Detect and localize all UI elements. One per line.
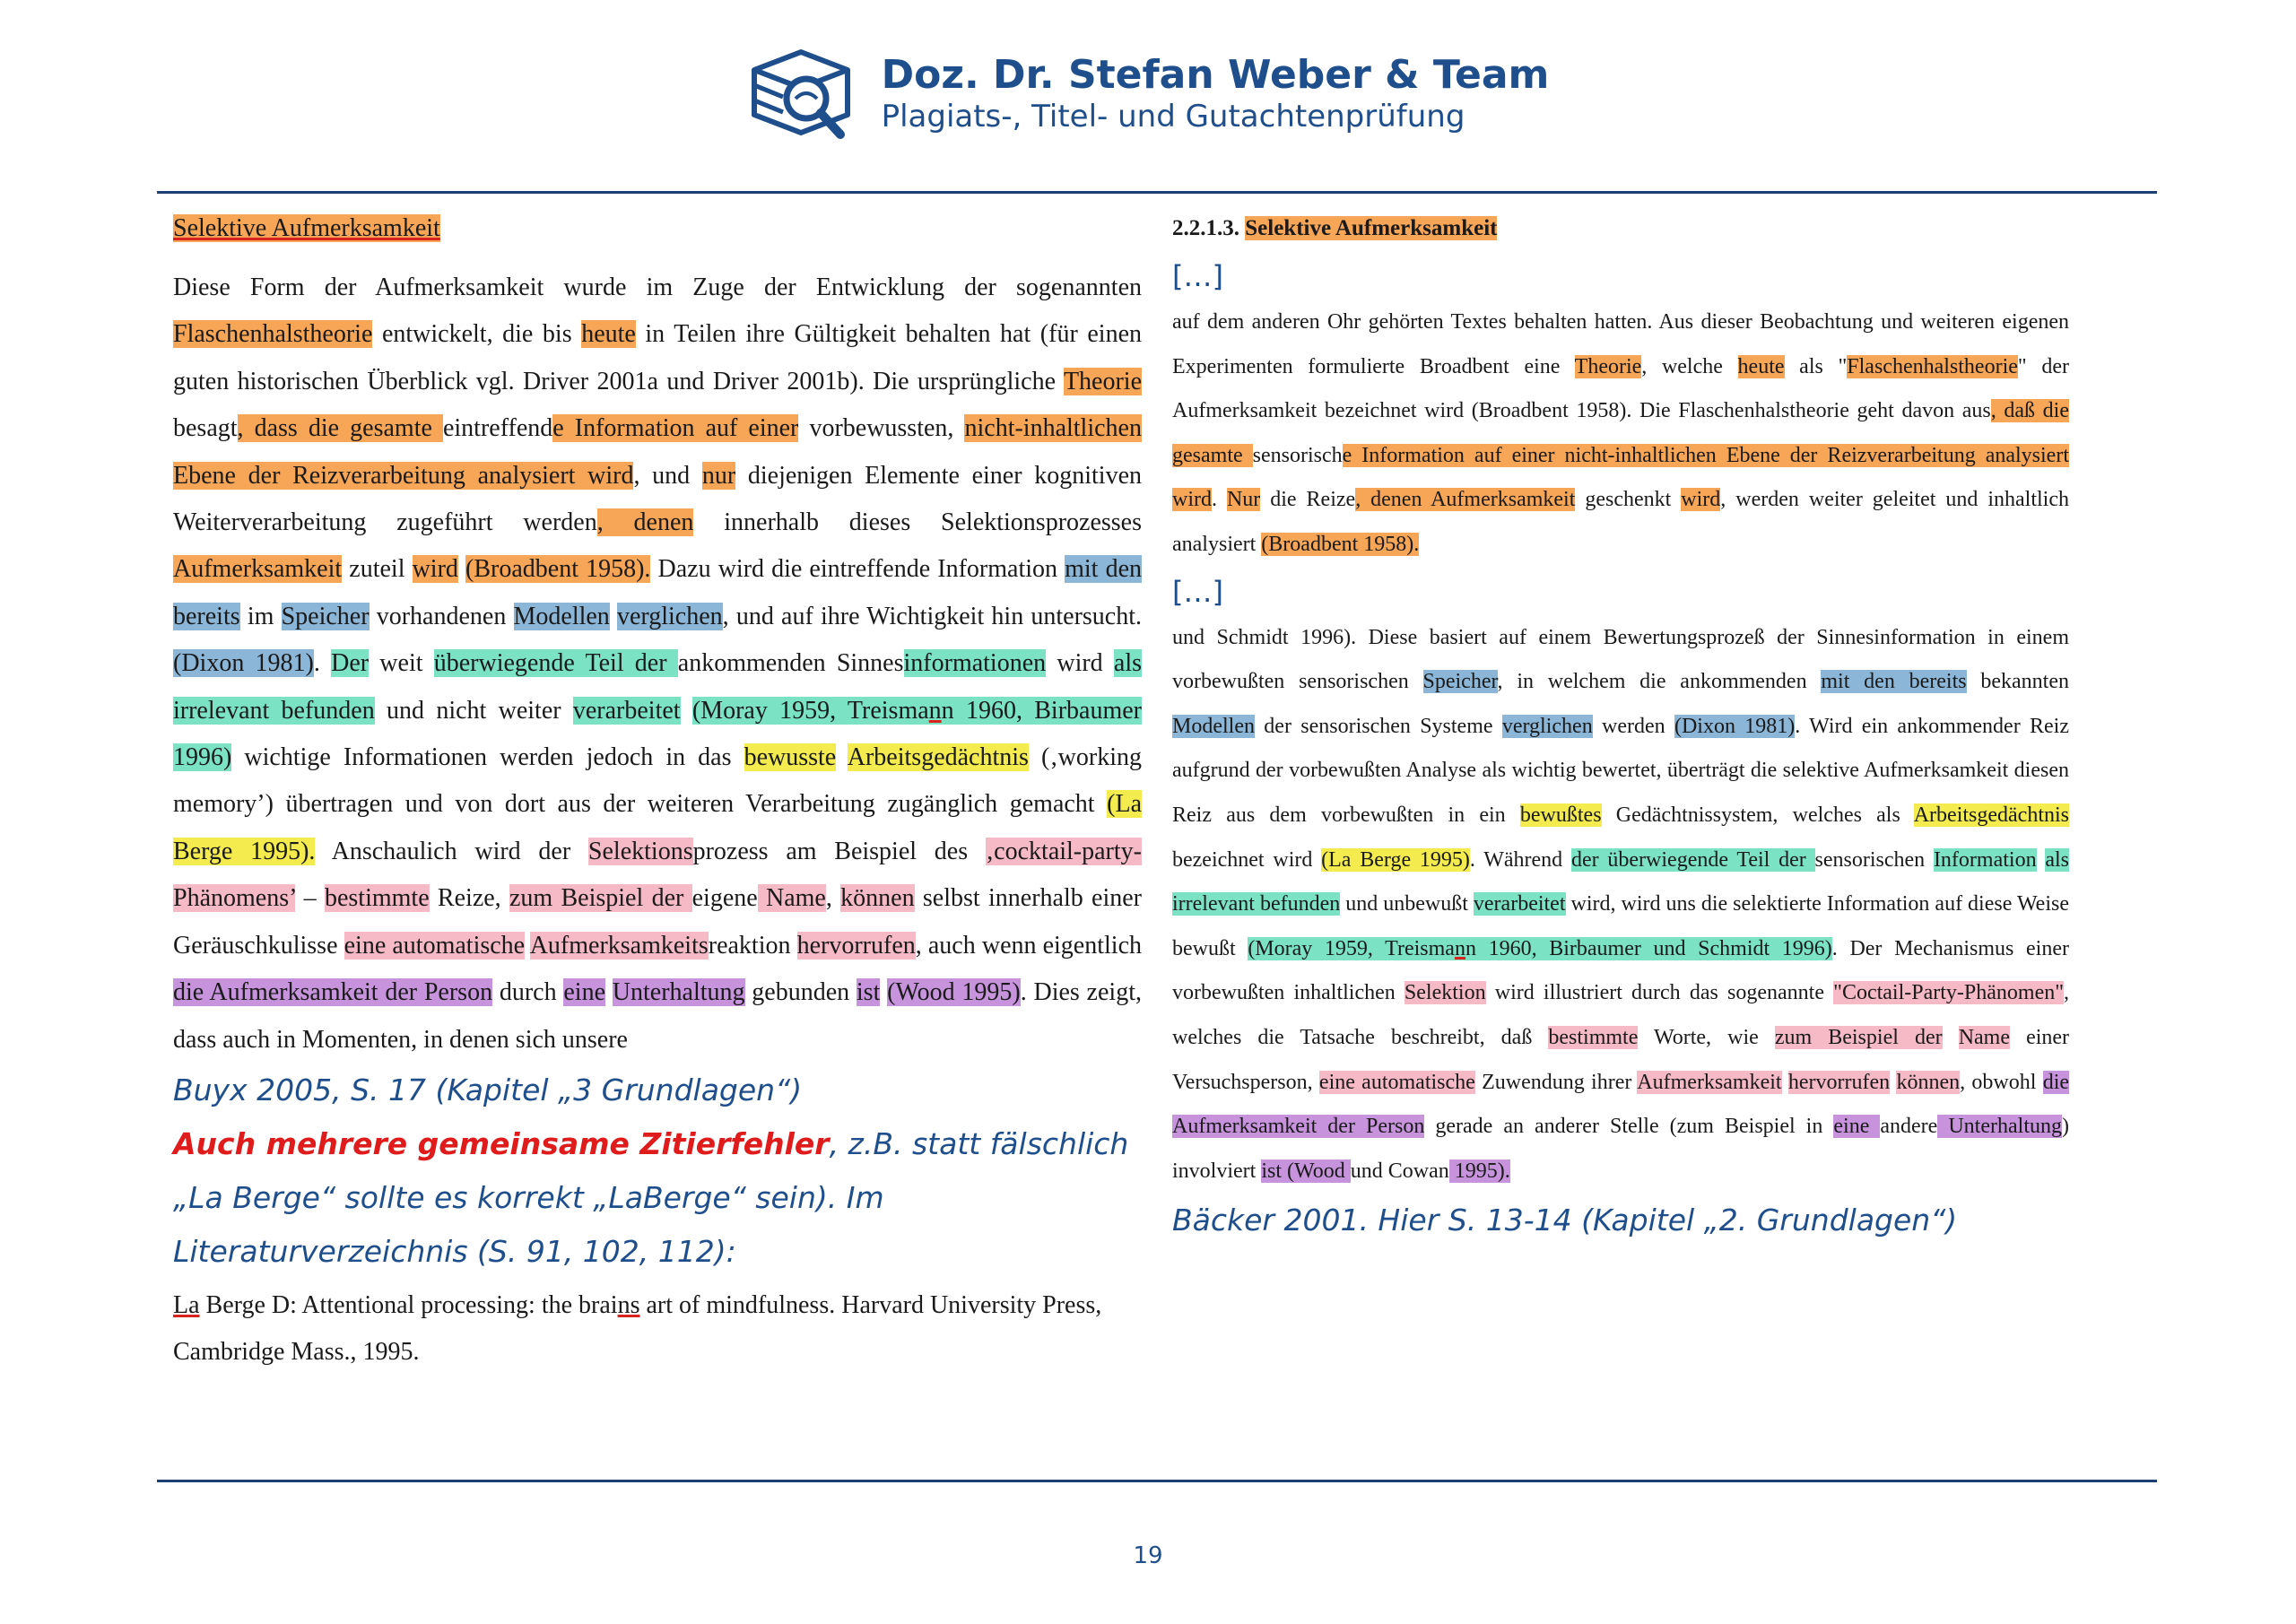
left-column-buyx: [173, 211, 1142, 1376]
page-number: 19: [1133, 1542, 1163, 1569]
note-strong: Auch mehrere gemeinsame Zitierfehler: [173, 1125, 830, 1161]
right-heading: 2.2.1.3. Selektive Aufmerksamkeit: [1172, 216, 1498, 240]
left-source-text: Diese Form der Aufmerksamkeit wurde im Zuge der Entwicklung der sogenannten Flaschenhalstheorie entwickelt, die bis heute in Teilen ihre Gültigkeit behalten hat (für einen guten historischen Überblick vgl. Driver 2001a und Driver 2001b). Die ursprüngliche Theorie besagt, dass die gesamte eintreffende Information auf einer vorbewussten, nicht-inhaltlichen Ebene der Reizverarbeitung analysiert wird, und nur diejenigen Elemente einer kognitiven Weiterverarbeitung zugeführt werden, denen innerhalb dieses Selektionsprozesses Aufmerksamkeit zuteil wird (Broadbent 1958). Dazu wird die eintreffende Information mit den bereits im Speicher vorhandenen Modellen verglichen, und auf ihre Wichtigkeit hin untersucht. (Dixon 1981). Der weit überwiegende Teil der ankommenden Sinnesinformationen wird als irrelevant befunden und nicht weiter verarbeitet (Moray 1959, Treismann 1960, Birbaumer 1996) wichtige Informationen werden jedoch in das bewusste Arbeitsgedächtnis (‚working memory’) übertragen und von dort aus der weiteren Verarbeitung zugänglich gemacht (La Berge 1995). Anschaulich wird der Selektionsprozess am Beispiel des ‚cocktail-party-Phänomens’ – bestimmte Reize, zum Beispiel der eigene Name, können selbst innerhalb einer Geräuschkulisse eine automatische Aufmerksamkeitsreaktion hervorrufen, auch wenn eigentlich die Aufmerksamkeit der Person durch eine Unterhaltung gebunden ist (Wood 1995). Dies zeigt, dass auch in Momenten, in denen sich unsere: [173, 274, 1143, 1054]
book-stack-magnifier-icon: [747, 45, 855, 143]
top-divider: [157, 191, 2157, 194]
left-heading: Selektive Aufmerksamkeit: [173, 214, 440, 242]
header: [0, 36, 2296, 152]
right-ellipsis-1: […]: [1172, 259, 1223, 293]
brand-subtitle: Plagiats-, Titel- und Gutachtenprüfung: [881, 98, 1465, 135]
left-note: [173, 1117, 1142, 1279]
right-source-text-1: auf dem anderen Ohr gehörten Textes behalten hatten. Aus dieser Beobachtung und weiteren eigenen Experimenten formulierte Broadbent eine Theorie, welche heute als "Flaschenhalstheorie" der Aufmerksamkeit bezeichnet wird (Broadbent 1958). Die Flaschenhalstheorie geht davon aus, daß die gesamte sensorische Information auf einer nicht-inhaltlichen Ebene der Reizverarbeitung analysiert wird. Nur die Reize, denen Aufmerksamkeit geschenkt wird, werden weiter geleitet und inhaltlich analysiert (Broadbent 1958).: [1172, 310, 2070, 556]
right-ellipsis-2: […]: [1172, 574, 1223, 609]
left-bibliography-entry: La Berge D: Attentional processing: the brains art of mindfulness. Harvard University Press, Cambridge Mass., 1995.: [173, 1290, 1102, 1366]
right-caption: Bäcker 2001. Hier S. 13-14 (Kapitel „2. Grundlagen“): [1172, 1203, 1958, 1238]
brand-text: [882, 53, 1550, 135]
right-column-baecker: [1172, 211, 2069, 1247]
bottom-divider: [157, 1480, 2157, 1482]
left-caption: Buyx 2005, S. 17 (Kapitel „3 Grundlagen“): [173, 1072, 803, 1107]
right-source-text-2: und Schmidt 1996). Diese basiert auf einem Bewertungsprozeß der Sinnesinformation in einem vorbewußten sensorischen Speicher, in welchem die ankommenden mit den bereits bekannten Modellen der sensorischen Systeme verglichen werden (Dixon 1981). Wird ein ankommender Reiz aufgrund der vorbewußten Analyse als wichtig bewertet, überträgt die selektive Aufmerksamkeit diesen Reiz aus dem vorbewußten in ein bewußtes Gedächtnissystem, welches als Arbeitsgedächtnis bezeichnet wird (La Berge 1995). Während der überwiegende Teil der sensorischen Information als irrelevant befunden und unbewußt verarbeitet wird, wird uns die selektierte Information auf diese Weise bewußt (Moray 1959, Treismann 1960, Birbaumer und Schmidt 1996). Der Mechanismus einer vorbewußten inhaltlichen Selektion wird illustriert durch das sogenannte "Coctail-Party-Phänomen", welches die Tatsache beschreibt, daß bestimmte Worte, wie zum Beispiel der Name einer Versuchsperson, eine automatische Zuwendung ihrer Aufmerksamkeit hervorrufen können, obwohl die Aufmerksamkeit der Person gerade an anderer Stelle (zum Beispiel in eine andere Unterhaltung) involviert ist (Wood und Cowan 1995).: [1172, 625, 2070, 1183]
note-rest: , z.B. statt fälschlich „La Berge“ sollte es korrekt „LaBerge“ sein). Im Literaturverzeichnis (S. 91, 102, 112):: [173, 1125, 1129, 1269]
brand-title: Doz. Dr. Stefan Weber & Team: [881, 52, 1550, 99]
